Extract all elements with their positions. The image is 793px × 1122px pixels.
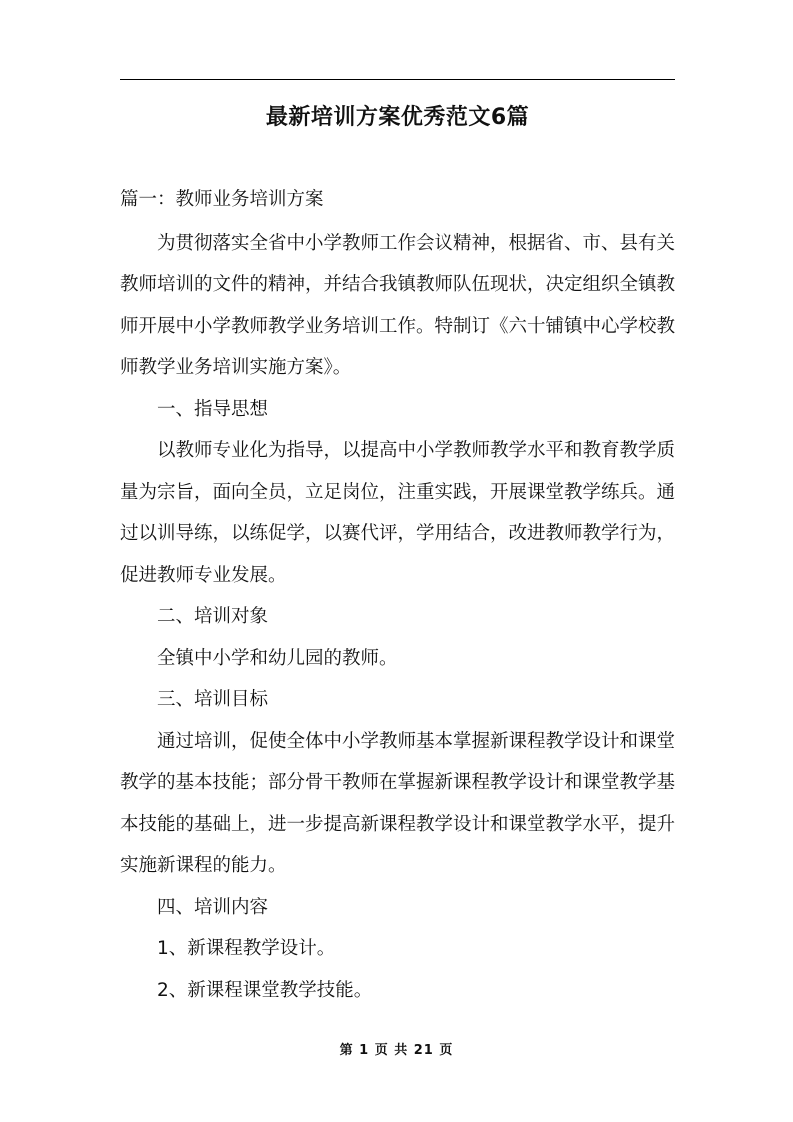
- paragraph-line: 师教学业务培训实施方案》。: [120, 357, 352, 378]
- paragraph-line: 本技能的基础上，进一步提高新课程教学设计和课堂教学水平，提升: [120, 814, 676, 835]
- subheading: 四、培训内容: [157, 897, 269, 918]
- paragraph-line: 为贯彻落实全省中小学教师工作会议精神，根据省、市、县有关: [157, 233, 676, 254]
- paragraph-line: 通过培训，促使全体中小学教师基本掌握新课程教学设计和课堂: [157, 731, 676, 752]
- subheading: 三、培训目标: [157, 689, 269, 710]
- paragraph-line: 以教师专业化为指导，以提高中小学教师教学水平和教育教学质: [157, 440, 676, 461]
- section-heading: 篇一：教师业务培训方案: [120, 189, 324, 210]
- paragraph-line: 促进教师专业发展。: [120, 565, 287, 586]
- paragraph-line: 过以训导练，以练促学，以赛代评，学用结合，改进教师教学行为，: [120, 523, 676, 544]
- paragraph-line: 教师培训的文件的精神，并结合我镇教师队伍现状，决定组织全镇教: [120, 274, 676, 295]
- subheading: 一、指导思想: [157, 399, 269, 420]
- paragraph-line: 教学的基本技能；部分骨干教师在掌握新课程教学设计和课堂教学基: [120, 772, 676, 793]
- paragraph-line: 师开展中小学教师教学业务培训工作。特制订《六十铺镇中心学校教: [120, 316, 676, 337]
- paragraph-line: 实施新课程的能力。: [120, 855, 287, 876]
- page-number: 第 1 页 共 21 页: [339, 1043, 454, 1058]
- document-title: 最新培训方案优秀范文6篇: [265, 105, 530, 130]
- list-item: 2、新课程课堂教学技能。: [157, 980, 373, 1001]
- top-rule: [120, 79, 675, 80]
- paragraph-line: 量为宗旨，面向全员，立足岗位，注重实践，开展课堂教学练兵。通: [120, 482, 676, 503]
- list-item: 1、新课程教学设计。: [157, 938, 336, 959]
- paragraph-line: 全镇中小学和幼儿园的教师。: [157, 648, 398, 669]
- subheading: 二、培训对象: [157, 606, 269, 627]
